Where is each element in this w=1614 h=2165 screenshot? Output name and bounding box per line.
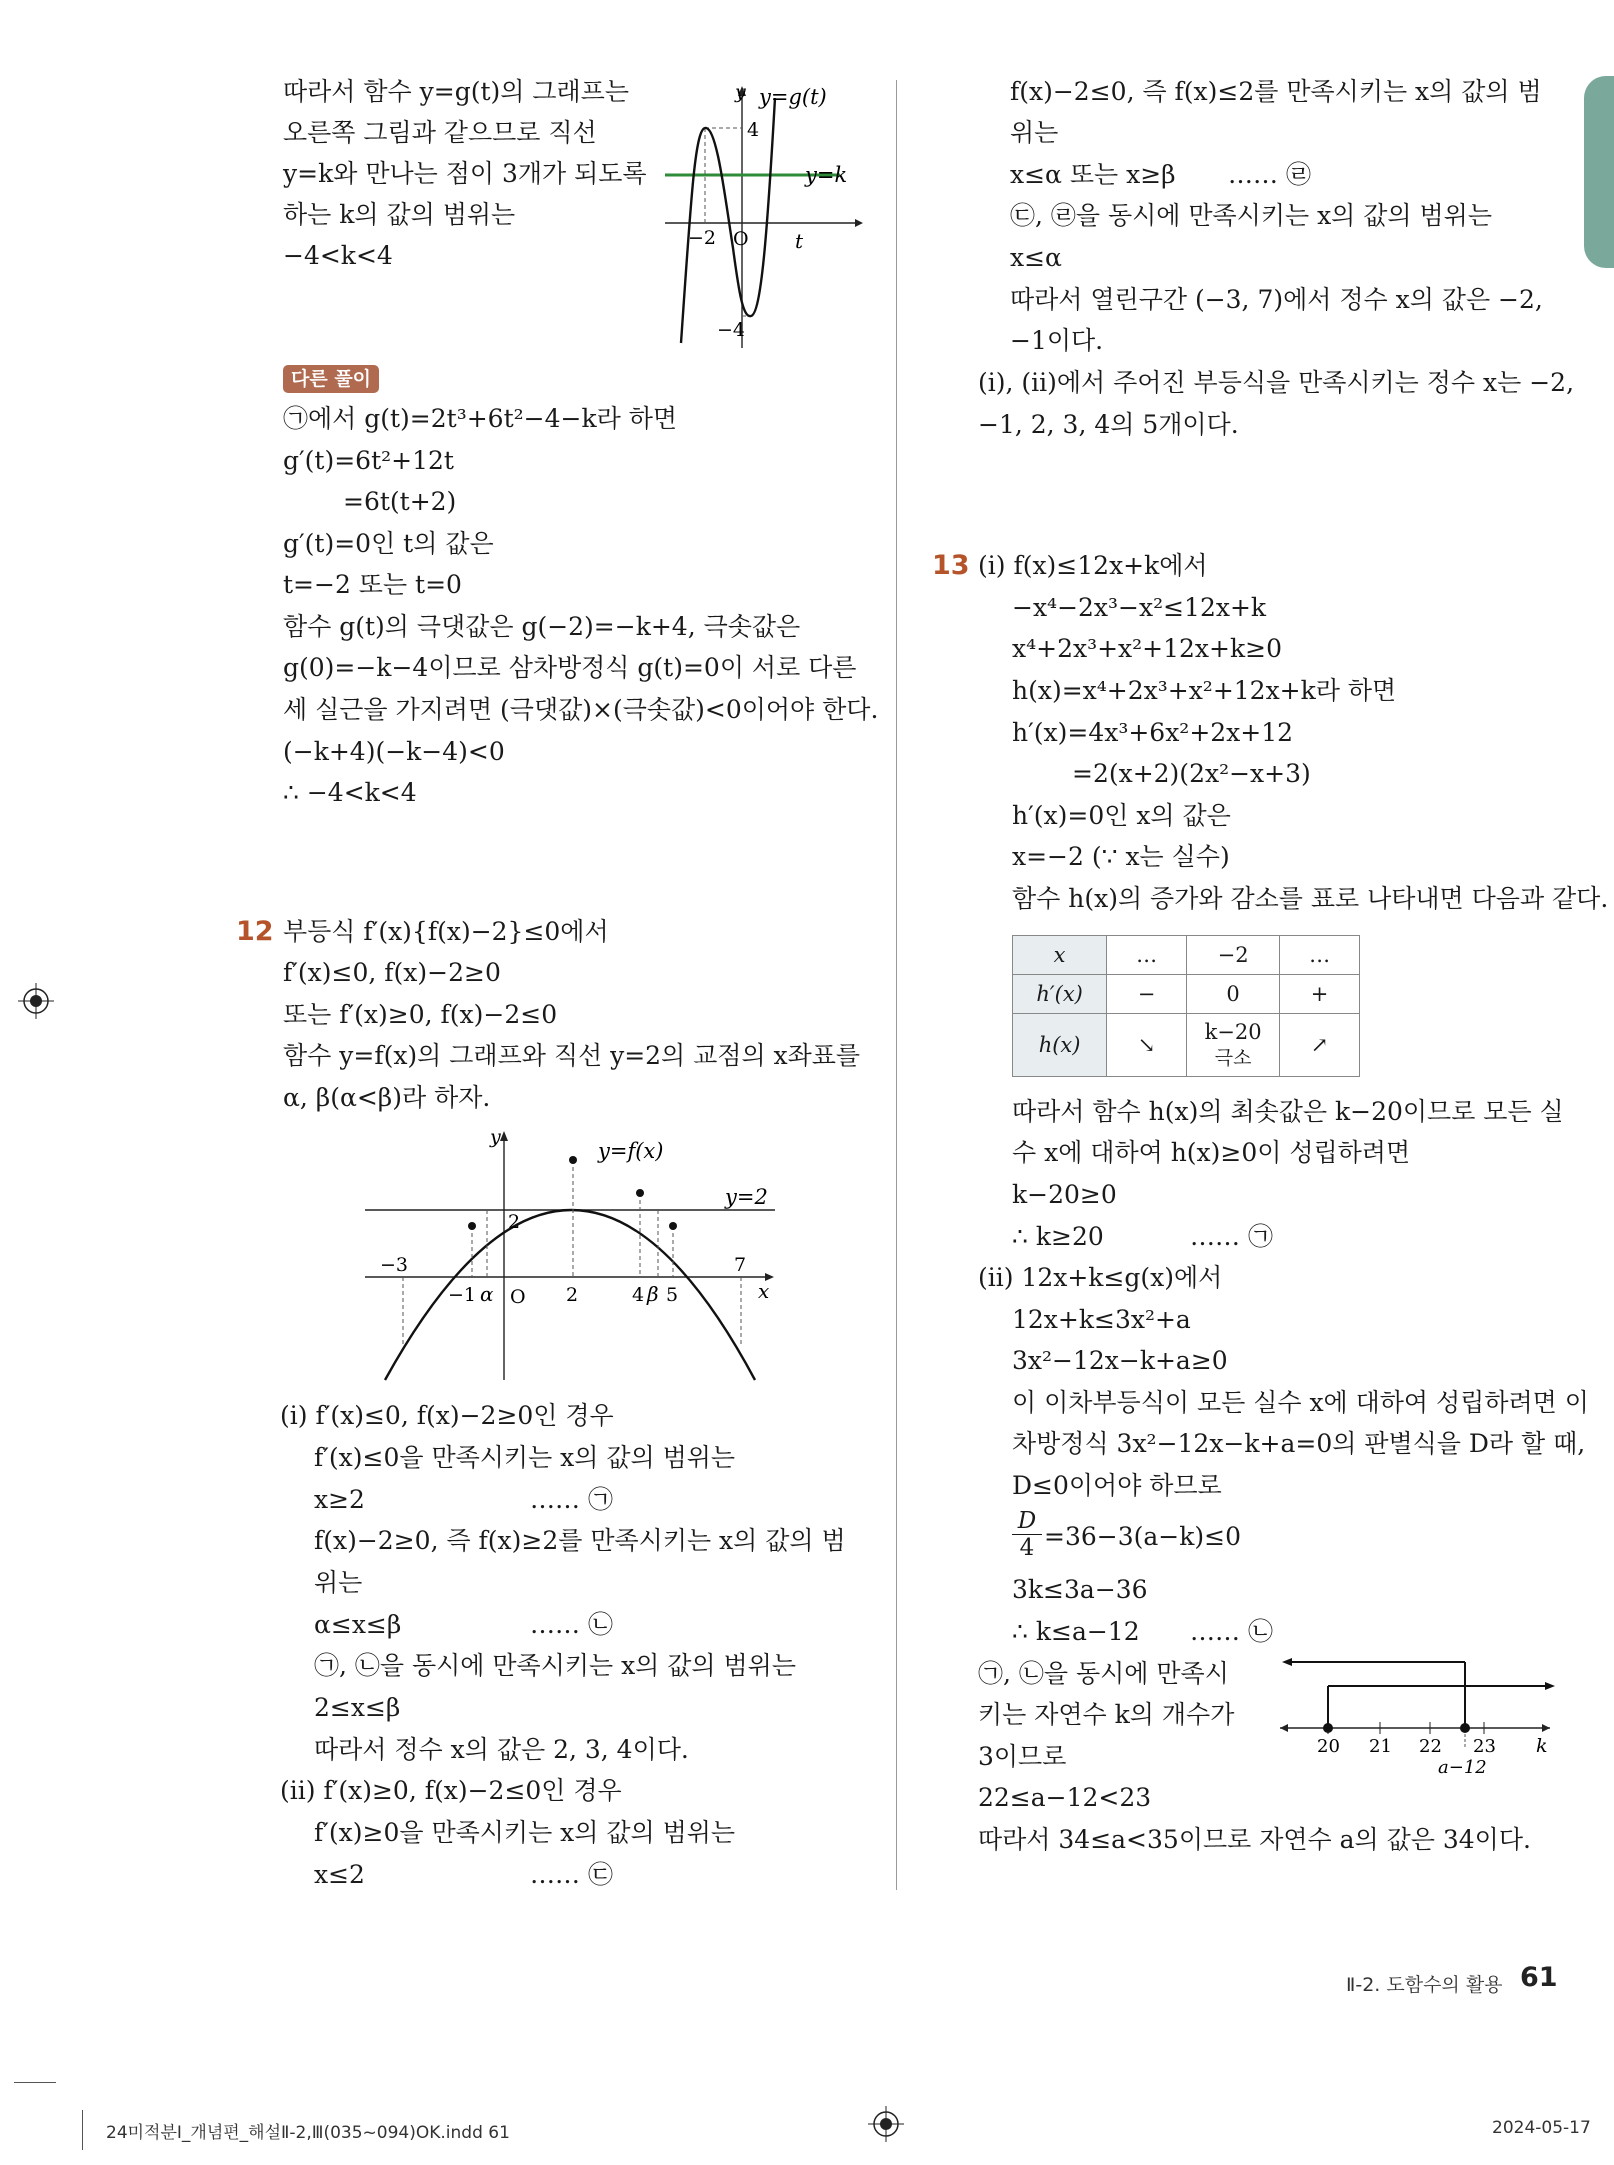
alt-line: t=−2 또는 t=0: [283, 570, 462, 599]
after-line: 수 x에 대하여 h(x)≥0이 성립하려면: [1012, 1138, 1411, 1167]
case1-line: (ⅰ) f′(x)≤0, f(x)−2≥0인 경우: [280, 1401, 614, 1430]
g-origin: O: [733, 228, 749, 250]
alt-line: 세 실근을 가지려면 (극댓값)×(극솟값)<0이어야 한다.: [283, 695, 879, 724]
increase-decrease-table: [1012, 935, 1360, 1077]
q12-line: 또는 f′(x)≥0, f(x)−2≤0: [283, 1000, 558, 1029]
after-line: 이 이차부등식이 모든 실수 x에 대하여 성립하려면 이: [1012, 1388, 1589, 1417]
q13-line: 함수 h(x)의 증가와 감소를 표로 나타내면 다음과 같다.: [1012, 884, 1609, 913]
case1-line: 2≤x≤β: [314, 1693, 401, 1722]
question-number-13: 13: [932, 550, 970, 581]
right-line: x≤α: [1010, 243, 1062, 272]
case2-line: x≤2: [314, 1860, 365, 1889]
file-name: 24미적분Ⅰ_개념편_해설Ⅱ-2,Ⅲ(035~094)OK.indd 61: [106, 2123, 510, 2143]
number-line: [1270, 1648, 1560, 1778]
case1-line: ㉠, ㉡을 동시에 만족시키는 x의 값의 범위는: [314, 1651, 796, 1680]
table-cell: −2: [1186, 936, 1279, 975]
table-cell: ↗: [1280, 1014, 1360, 1077]
intro-line: −4<k<4: [283, 241, 393, 270]
right-line: 위는: [1010, 118, 1059, 147]
f-alpha: α: [480, 1282, 494, 1306]
q13-line: x⁴+2x³+x²+12x+k≥0: [1012, 634, 1282, 663]
right-line: x≤α 또는 x≥β: [1010, 160, 1176, 189]
table-cell-min: 극소: [1214, 1047, 1252, 1069]
case1-line: f(x)−2≥0, 즉 f(x)≥2를 만족시키는 x의 값의 범: [314, 1526, 846, 1555]
g-t-label: t: [795, 229, 804, 253]
intro-line: y=k와 만나는 점이 3개가 되도록: [283, 159, 647, 188]
nl-tick-23: 23: [1473, 1736, 1496, 1757]
fraction: [1012, 1508, 1042, 1561]
case2-line: (ⅱ) f′(x)≥0, f(x)−2≤0인 경우: [280, 1776, 622, 1805]
alt-solution-badge: 다른 풀이: [283, 365, 379, 393]
alt-line: =6t(t+2): [343, 487, 457, 516]
after-line: k−20≥0: [1012, 1180, 1117, 1209]
more-line: 3k≤3a−36: [1012, 1575, 1148, 1604]
registration-mark-bottom: [868, 2106, 904, 2142]
crop-mark: [14, 2082, 56, 2083]
q13-line: =2(x+2)(2x²−x+3): [1072, 759, 1311, 788]
graph-f-x: [360, 1125, 790, 1385]
print-date: 2024-05-17: [1492, 2118, 1591, 2138]
f-x-label: x: [758, 1279, 770, 1303]
after-line: 따라서 함수 h(x)의 최솟값은 k−20이므로 모든 실: [1012, 1097, 1564, 1126]
f-neg-one: −1: [448, 1284, 477, 1306]
tag-4: …… ㉣: [1228, 160, 1311, 189]
f-origin: O: [510, 1286, 526, 1308]
tag-5: …… ㉠: [1190, 1222, 1273, 1251]
intro-line: 하는 k의 값의 범위는: [283, 200, 516, 229]
table-cell-value: k−20: [1204, 1020, 1262, 1044]
nl-tick-22: 22: [1419, 1736, 1442, 1757]
right-line: −1이다.: [1010, 326, 1104, 355]
alt-line: g′(t)=6t²+12t: [283, 446, 454, 475]
f-neg-three: −3: [380, 1254, 409, 1276]
intro-line: 오른쪽 그림과 같으므로 직선: [283, 118, 597, 147]
f-beta: β: [647, 1282, 659, 1306]
registration-mark-left: [18, 983, 54, 1019]
after-line: 3x²−12x−k+a≥0: [1012, 1346, 1228, 1375]
table-cell: ↘: [1107, 1014, 1187, 1077]
q13-line: h′(x)=4x³+6x²+2x+12: [1012, 718, 1294, 747]
column-divider: [896, 80, 897, 1890]
case2-line: f′(x)≥0을 만족시키는 x의 값의 범위는: [314, 1818, 736, 1847]
table-cell: h′(x): [1013, 975, 1107, 1014]
more-line: 3이므로: [978, 1742, 1067, 1771]
alt-line: g(0)=−k−4이므로 삼차방정식 g(t)=0이 서로 다른: [283, 653, 857, 682]
right-line: (ⅰ), (ⅱ)에서 주어진 부등식을 만족시키는 정수 x는 −2,: [978, 368, 1575, 397]
chapter-side-tab: [1584, 76, 1614, 268]
q12-line: 부등식 f′(x){f(x)−2}≤0에서: [283, 917, 609, 946]
more-line: ㉠, ㉡을 동시에 만족시: [978, 1659, 1229, 1688]
f-x-two: 2: [566, 1284, 579, 1306]
g-top-value: 4: [747, 119, 760, 141]
f-curve-label: y=f(x): [598, 1139, 664, 1163]
table-cell: 0: [1186, 975, 1279, 1014]
table-cell: −: [1107, 975, 1187, 1014]
case1-line: 위는: [314, 1568, 363, 1597]
q12-line: f′(x)≤0, f(x)−2≥0: [283, 958, 501, 987]
after-line: 차방정식 3x²−12x−k+a=0의 판별식을 D라 할 때,: [1012, 1429, 1586, 1458]
intro-line: 따라서 함수 y=g(t)의 그래프는: [283, 77, 629, 106]
after-line: D≤0이어야 하므로: [1012, 1471, 1222, 1500]
g-y-label: y: [735, 81, 746, 103]
right-line: −1, 2, 3, 4의 5개이다.: [978, 410, 1239, 439]
tag-6: …… ㉡: [1190, 1617, 1273, 1646]
more-line: 따라서 34≤a<35이므로 자연수 a의 값은 34이다.: [978, 1825, 1531, 1854]
more-line: ∴ k≤a−12: [1012, 1617, 1140, 1646]
tag-3: …… ㉢: [530, 1860, 613, 1889]
alt-line: 함수 g(t)의 극댓값은 g(−2)=−k+4, 극솟값은: [283, 612, 801, 641]
right-line: 따라서 열린구간 (−3, 7)에서 정수 x의 값은 −2,: [1010, 285, 1543, 314]
table-cell: …: [1107, 936, 1187, 975]
table-cell: h(x): [1013, 1014, 1107, 1077]
f-two: 2: [508, 1211, 521, 1233]
section-label: Ⅱ-2. 도함수의 활용: [1346, 1974, 1503, 1996]
alt-line: ∴ −4<k<4: [283, 778, 417, 807]
more-line: 22≤a−12<23: [978, 1783, 1152, 1812]
q13-line: −x⁴−2x³−x²≤12x+k: [1012, 593, 1267, 622]
graph-g-t: [655, 78, 880, 358]
after-line: (ⅱ) 12x+k≤g(x)에서: [978, 1263, 1223, 1292]
crop-mark: [82, 2110, 83, 2150]
case1-line: 따라서 정수 x의 값은 2, 3, 4이다.: [314, 1735, 689, 1764]
case1-line: f′(x)≤0을 만족시키는 x의 값의 범위는: [314, 1443, 736, 1472]
g-bottom-value: −4: [717, 319, 746, 341]
tag-1: …… ㉠: [530, 1485, 613, 1514]
alt-line: g′(t)=0인 t의 값은: [283, 529, 494, 558]
table-cell: …: [1280, 936, 1360, 975]
table-cell: x: [1013, 936, 1107, 975]
f-y-label: y: [490, 1126, 501, 1148]
q13-line: x=−2 (∵ x는 실수): [1012, 842, 1230, 871]
question-number-12: 12: [236, 916, 274, 947]
table-cell: +: [1280, 975, 1360, 1014]
q12-line: 함수 y=f(x)의 그래프와 직선 y=2의 교점의 x좌표를: [283, 1041, 861, 1070]
q13-line: (ⅰ) f(x)≤12x+k에서: [978, 551, 1208, 580]
q13-line: h′(x)=0인 x의 값은: [1012, 801, 1231, 830]
case1-line: α≤x≤β: [314, 1610, 402, 1639]
g-line-label: y=k: [805, 163, 848, 187]
case1-line: x≥2: [314, 1485, 365, 1514]
page-number: 61: [1520, 1962, 1558, 1993]
f-line-label: y=2: [725, 1185, 768, 1209]
tag-2: …… ㉡: [530, 1610, 613, 1639]
q13-line: h(x)=x⁴+2x³+x²+12x+k라 하면: [1012, 676, 1397, 705]
f-seven: 7: [734, 1254, 747, 1276]
f-four: 4: [632, 1284, 645, 1306]
g-neg-two: −2: [688, 227, 717, 249]
nl-a12-label: a−12: [1438, 1757, 1487, 1778]
q12-line: α, β(α<β)라 하자.: [283, 1083, 491, 1112]
right-line: f(x)−2≤0, 즉 f(x)≤2를 만족시키는 x의 값의 범: [1010, 77, 1542, 106]
after-line: ∴ k≥20: [1012, 1222, 1104, 1251]
f-five: 5: [666, 1284, 679, 1306]
more-line: 키는 자연수 k의 개수가: [978, 1700, 1235, 1729]
nl-k-label: k: [1536, 1735, 1548, 1757]
fraction-rest: =36−3(a−k)≤0: [1044, 1522, 1241, 1551]
fraction-numerator: D: [1012, 1508, 1042, 1535]
right-line: ㉢, ㉣을 동시에 만족시키는 x의 값의 범위는: [1010, 201, 1492, 230]
g-curve-label: y=g(t): [759, 85, 827, 109]
nl-tick-21: 21: [1369, 1736, 1392, 1757]
table-cell: [1186, 1014, 1279, 1077]
alt-line: ㉠에서 g(t)=2t³+6t²−4−k라 하면: [283, 404, 677, 433]
alt-line: (−k+4)(−k−4)<0: [283, 737, 505, 766]
fraction-denominator: 4: [1019, 1535, 1035, 1561]
nl-tick-20: 20: [1317, 1736, 1340, 1757]
after-line: 12x+k≤3x²+a: [1012, 1305, 1191, 1334]
